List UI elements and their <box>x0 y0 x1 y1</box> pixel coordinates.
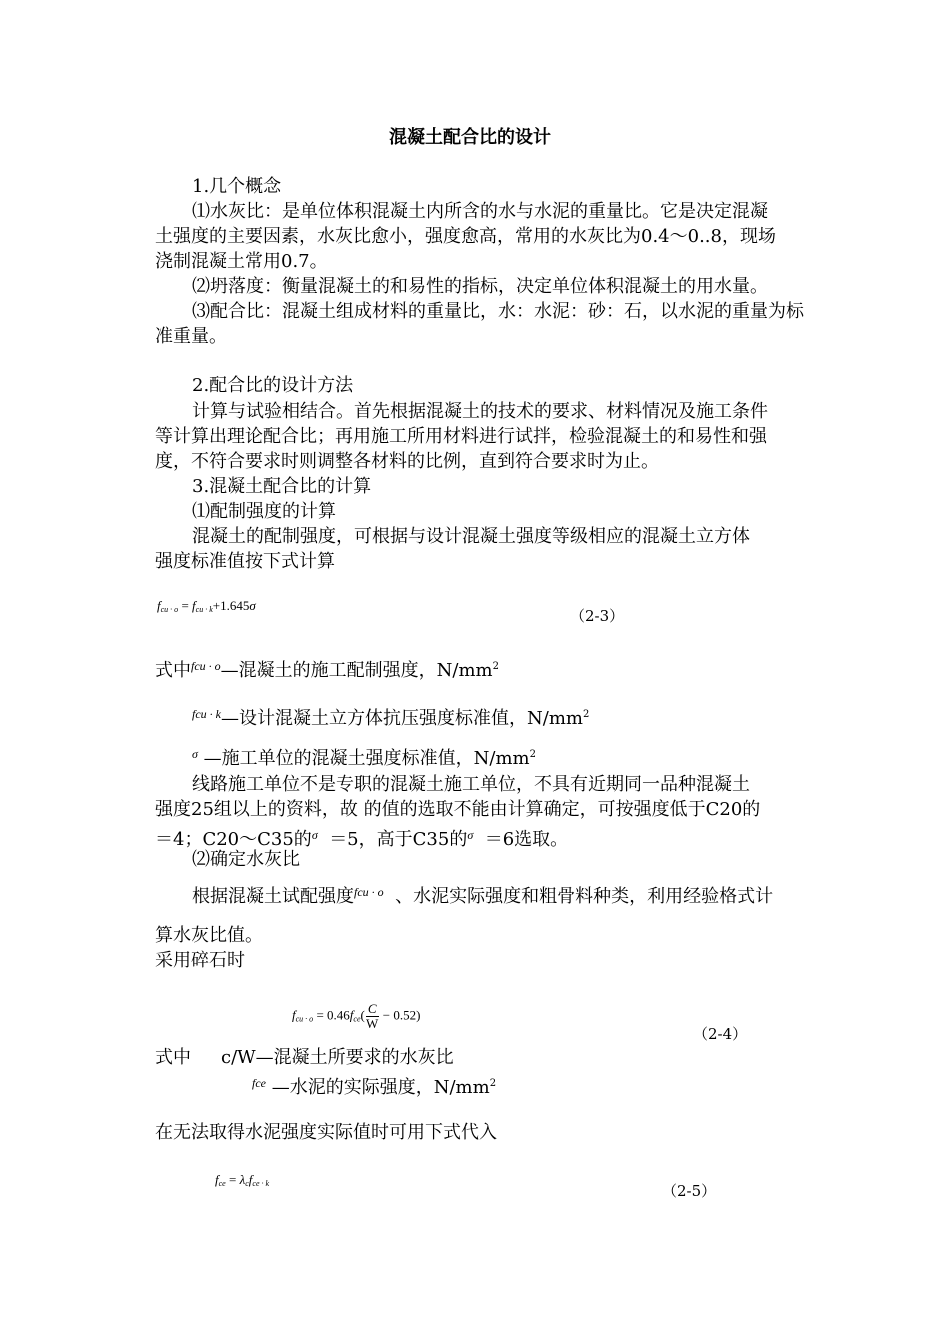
subsection-heading: ⑴配制强度的计算 <box>192 501 336 522</box>
paragraph-line: 采用碎石时 <box>155 950 245 971</box>
where-line: 式中$^{fcu \cdot o}$—混凝土的施工配制强度，$N/mm^2$ <box>155 659 499 681</box>
paragraph-line: 强度标准值按下式计算 <box>155 551 335 572</box>
paragraph-line: 土强度的主要因素，水灰比愈小，强度愈高，常用的水灰比为0.4～0..8，现场 <box>155 226 776 247</box>
paragraph-line: 浇制混凝土常用0.7。 <box>155 251 328 272</box>
where-line: $^{fce}$ —水泥的实际强度，$N/mm^2$ <box>252 1076 497 1098</box>
paragraph-line: 准重量。 <box>155 326 227 347</box>
symbol-sigma: σ <box>467 828 474 842</box>
section-3-heading: 3.混凝土配合比的计算 <box>192 476 372 497</box>
symbol-fce: fce <box>252 1076 266 1090</box>
equation-number: （2-4） <box>693 1025 748 1043</box>
paragraph-line: 根据混凝土试配强度$^{fcu \cdot o}$ 、水泥实际强度和粗骨料种类，利用经验格式计 <box>192 885 774 907</box>
equation-2-5: $f_{ce} = \lambda_cf_{ce \cdot k}$ <box>215 1172 270 1188</box>
symbol-sigma: σ <box>311 828 318 842</box>
paragraph-line: ⑵坍落度：衡量混凝土的和易性的指标，决定单位体积混凝土的用水量。 <box>192 276 768 297</box>
paragraph-line: 混凝土的配制强度，可根据与设计混凝土强度等级相应的混凝土立方体 <box>192 526 750 547</box>
paragraph-line: 线路施工单位不是专职的混凝土施工单位，不具有近期同一品种混凝土 <box>192 774 750 795</box>
symbol-sigma: σ <box>192 747 198 761</box>
paragraph-line: 在无法取得水泥强度实际值时可用下式代入 <box>155 1122 497 1143</box>
equation-number: （2-3） <box>570 607 625 625</box>
paragraph-line: 强度25组以上的资料，故 的值的选取不能由计算确定，可按强度低于C20的 <box>155 799 761 820</box>
symbol-fcu-o: fcu · o <box>354 885 384 899</box>
paragraph-line: ⑴水灰比：是单位体积混凝土内所含的水与水泥的重量比。它是决定混凝 <box>192 201 768 222</box>
paragraph-line: 等计算出理论配合比；再用施工所用材料进行试拌，检验混凝土的和易性和强 <box>155 426 767 447</box>
section-1-heading: 1.几个概念 <box>192 176 282 197</box>
where-line: $^{fcu \cdot k}$—设计混凝土立方体抗压强度标准值，$N/mm^2$ <box>192 707 590 729</box>
paragraph-line: 算水灰比值。 <box>155 925 263 946</box>
paragraph-line: ＝4；C20～C35的$^\sigma$ ＝5，高于C35的$^\sigma$ ＝6选取。 <box>155 828 569 850</box>
equation-number: （2-5） <box>662 1182 717 1200</box>
paragraph-line: 计算与试验相结合。首先根据混凝土的技术的要求、材料情况及施工条件 <box>192 401 768 422</box>
equation-2-3: $f_{cu \cdot o} = f_{cu \cdot k}+1.645\sigma$ <box>157 598 256 614</box>
page-title: 混凝土配合比的设计 <box>389 127 551 148</box>
equation-2-4: $f_{cu \cdot o} = 0.46f_{ce}$( $\frac{C}{W}$ − 0.52) <box>292 1001 421 1031</box>
section-2-heading: 2.配合比的设计方法 <box>192 375 354 396</box>
where-line: $^\sigma$ —施工单位的混凝土强度标准值，$N/mm^2$ <box>192 747 536 769</box>
paragraph-line: ⑶配合比：混凝土组成材料的重量比，水：水泥：砂：石，以水泥的重量为标 <box>192 301 804 322</box>
symbol-fcu-o: fcu · o <box>191 659 221 673</box>
paragraph-line: 度，不符合要求时则调整各材料的比例，直到符合要求时为止。 <box>155 451 659 472</box>
where-line: 式中 c/W—混凝土所要求的水灰比 <box>155 1047 454 1068</box>
symbol-fcu-k: fcu · k <box>192 707 221 721</box>
subsection-heading: ⑵确定水灰比 <box>192 849 300 870</box>
